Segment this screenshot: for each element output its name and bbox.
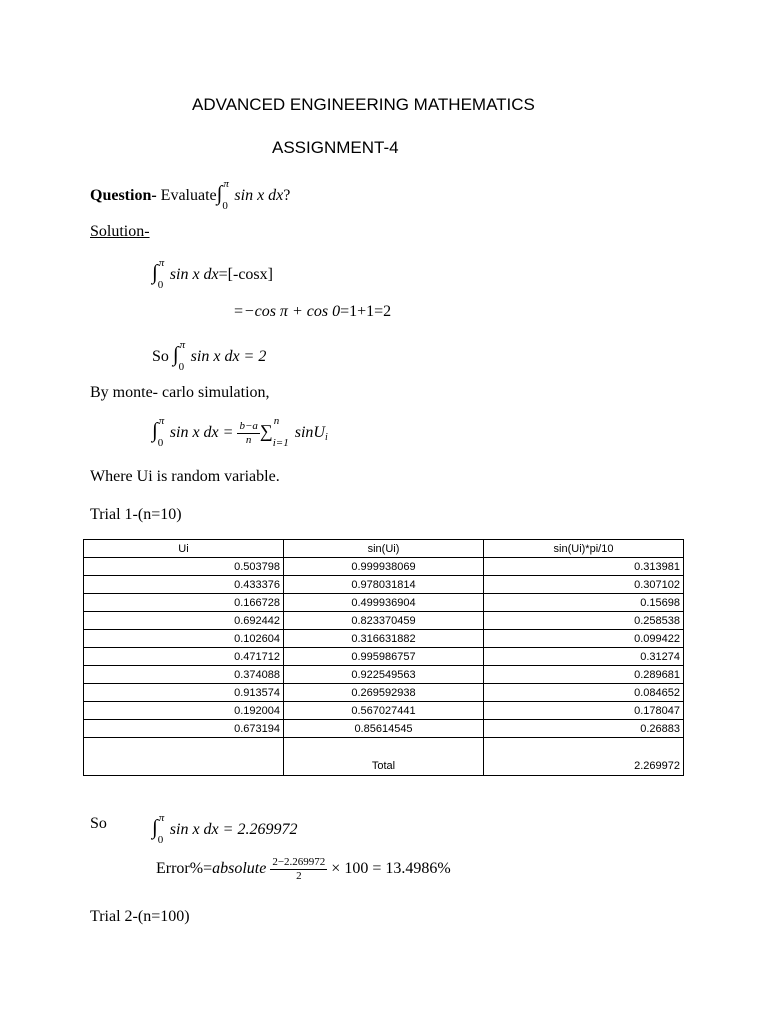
table-row xyxy=(84,666,684,684)
table-cell: 0.307102 xyxy=(484,576,684,594)
table-cell: 0.289681 xyxy=(484,666,684,684)
table-cell: 0.084652 xyxy=(484,684,684,702)
integral-sign: ∫ xyxy=(152,418,158,442)
table-cell: 0.26883 xyxy=(484,720,684,738)
formula-lhs: sin x dx = xyxy=(169,424,234,441)
table-cell: 0.316631882 xyxy=(284,630,484,648)
error-line xyxy=(156,856,451,883)
question-label: Question- xyxy=(90,187,157,204)
table-cell: 0.999938069 xyxy=(284,558,484,576)
assignment-subtitle: ASSIGNMENT-4 xyxy=(272,138,399,157)
table-cell: 0.922549563 xyxy=(284,666,484,684)
step2-rhs: =1+1=2 xyxy=(340,303,392,320)
table-cell: 0.31274 xyxy=(484,648,684,666)
table-cell: 0.995986757 xyxy=(284,648,484,666)
trial-1-table xyxy=(83,539,684,776)
table-cell: 0.692442 xyxy=(84,612,284,630)
formula-term-sub: i xyxy=(324,432,328,443)
table-row xyxy=(84,702,684,720)
table-cell: 0.258538 xyxy=(484,612,684,630)
table-cell: 0.978031814 xyxy=(284,576,484,594)
error-fraction: $\frac{2-2.269972}{2}$ xyxy=(272,856,326,882)
monte-carlo-formula xyxy=(152,415,328,450)
solution-label: Solution- xyxy=(90,223,150,240)
table-cell: 0.15698 xyxy=(484,594,684,612)
step3-expression: sin x dx = 2 xyxy=(190,348,267,365)
table-cell-empty xyxy=(84,738,284,776)
table-cell: 0.166728 xyxy=(84,594,284,612)
trial-1-label: Trial 1-(n=10) xyxy=(90,506,182,523)
step1-expression: sin x dx xyxy=(169,266,219,283)
table-cell: 0.567027441 xyxy=(284,702,484,720)
table-cell: 0.178047 xyxy=(484,702,684,720)
table-row xyxy=(84,612,684,630)
error-word: absolute xyxy=(212,860,267,878)
error-rhs: × 100 = 13.4986% xyxy=(331,860,451,878)
table-cell: 0.099422 xyxy=(484,630,684,648)
table-cell: 0.823370459 xyxy=(284,612,484,630)
monte-carlo-intro: By monte- carlo simulation, xyxy=(90,384,270,401)
table-header-ui: Ui xyxy=(84,540,284,558)
table-header-row xyxy=(84,540,684,558)
table-cell: 0.503798 xyxy=(84,558,284,576)
table-row xyxy=(84,630,684,648)
table-row xyxy=(84,594,684,612)
table-row xyxy=(84,576,684,594)
sum-sign: ∑ xyxy=(259,421,273,441)
table-cell: 0.192004 xyxy=(84,702,284,720)
integral-limits: π 0 xyxy=(178,339,186,374)
table-cell: 0.913574 xyxy=(84,684,284,702)
table-row xyxy=(84,720,684,738)
integral-limits: π 0 xyxy=(157,812,165,847)
integral-sign: ∫ xyxy=(216,181,223,205)
integral-limits: π 0 xyxy=(222,178,229,213)
integral-sign: ∫ xyxy=(172,342,179,366)
question-expression: sin x dx xyxy=(234,187,284,204)
sum-limits: n i=1 xyxy=(272,415,289,450)
solution-step-3 xyxy=(152,339,267,374)
table-total-row xyxy=(84,738,684,776)
integral-sign: ∫ xyxy=(152,815,158,839)
formula-term: sinU xyxy=(294,424,325,441)
table-cell: 0.374088 xyxy=(84,666,284,684)
table-cell: 0.673194 xyxy=(84,720,284,738)
table-total-value: 2.269972 xyxy=(484,738,684,776)
trial-2-label: Trial 2-(n=100) xyxy=(90,908,190,925)
table-row xyxy=(84,684,684,702)
step1-rhs: =[-cosx] xyxy=(218,266,273,283)
table-cell: 0.433376 xyxy=(84,576,284,594)
solution-step-2 xyxy=(233,303,391,321)
result-prefix: So xyxy=(90,815,107,832)
question-text: Evaluate xyxy=(156,187,217,204)
table-cell: 0.471712 xyxy=(84,648,284,666)
question-line xyxy=(90,178,291,213)
result-line xyxy=(152,812,298,847)
result-expression: sin x dx = 2.269972 xyxy=(169,821,298,838)
formula-fraction: $\frac{b-a}{n}$ xyxy=(239,419,258,446)
question-end: ? xyxy=(283,187,291,204)
table-cell: 0.269592938 xyxy=(284,684,484,702)
table-cell: 0.499936904 xyxy=(284,594,484,612)
integral-limits: π 0 xyxy=(157,257,165,292)
step3-prefix: So xyxy=(152,348,173,365)
table-row xyxy=(84,558,684,576)
integral-limits: π 0 xyxy=(157,415,165,450)
table-total-label: Total xyxy=(284,738,484,776)
table-cell: 0.313981 xyxy=(484,558,684,576)
page-title: ADVANCED ENGINEERING MATHEMATICS xyxy=(192,95,535,114)
solution-step-1 xyxy=(152,257,273,292)
integral-sign: ∫ xyxy=(152,260,158,284)
table-row xyxy=(84,648,684,666)
table-cell: 0.85614545 xyxy=(284,720,484,738)
table-cell: 0.102604 xyxy=(84,630,284,648)
error-label: Error%= xyxy=(156,860,213,878)
step2-lhs: =−cos π + cos 0 xyxy=(233,303,341,320)
table-header-sin: sin(Ui) xyxy=(284,540,484,558)
where-text: Where Ui is random variable. xyxy=(90,468,280,485)
table-header-scaled: sin(Ui)*pi/10 xyxy=(484,540,684,558)
